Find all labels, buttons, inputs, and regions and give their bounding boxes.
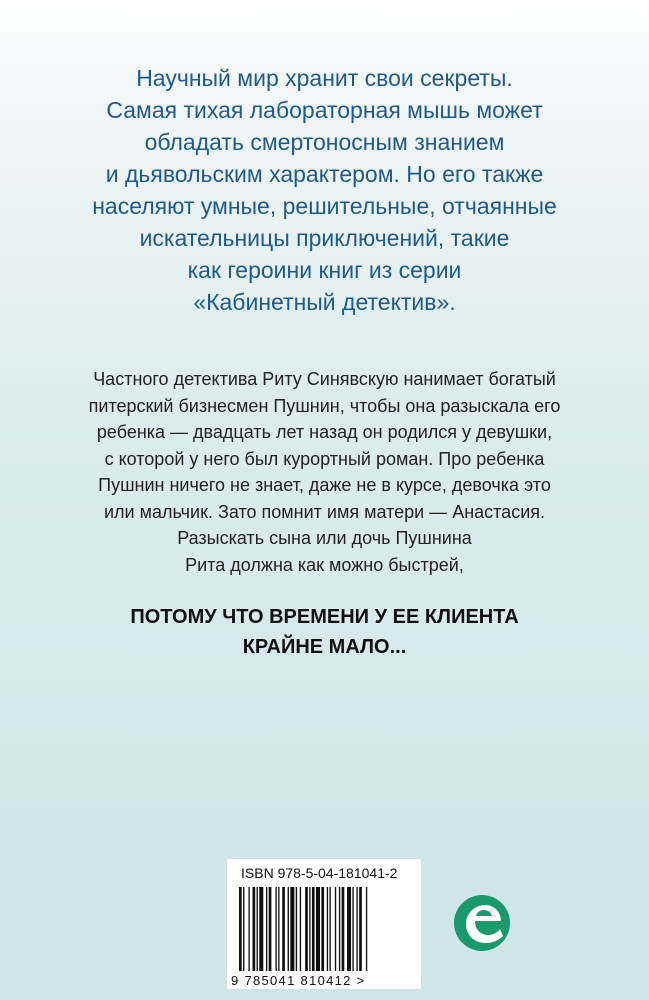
barcode-bar xyxy=(305,887,308,971)
eksmo-logo-icon xyxy=(452,893,512,953)
barcode-bar xyxy=(243,887,244,971)
barcode-bar xyxy=(253,887,256,971)
blurb-line: Научный мир хранит свои секреты. xyxy=(136,65,513,91)
barcode-bar xyxy=(356,887,357,971)
blurb-line: искательницы приключений, такие xyxy=(139,225,510,251)
barcode-bar xyxy=(275,887,276,971)
barcode-bar xyxy=(282,887,285,971)
tagline-line: КРАЙНЕ МАЛО... xyxy=(242,636,407,658)
isbn-label: ISBN 978-5-04-181041-2 xyxy=(241,865,398,881)
barcode-bar xyxy=(335,887,336,971)
barcode-bar xyxy=(300,887,301,971)
description-line: Разыскать сына или дочь Пушнина xyxy=(177,528,472,548)
barcode-digits: 9 785041 810412 > xyxy=(231,973,366,988)
blurb-line: как героини книг из серии xyxy=(187,257,462,283)
barcode-bar xyxy=(312,887,315,971)
isbn-barcode xyxy=(226,858,422,990)
barcode-bar xyxy=(269,887,272,971)
barcode-bar xyxy=(321,887,324,971)
barcode-bar xyxy=(347,887,351,971)
barcode-bar xyxy=(288,887,289,971)
blurb-line: и дьявольским характером. Но его также xyxy=(105,161,544,187)
barcode-bar xyxy=(257,887,258,971)
description-line: ребенка — двадцать лет назад он родился у девушки, xyxy=(96,422,553,442)
description-line: Частного детектива Риту Синявскую нанимает богатый xyxy=(93,369,556,389)
barcode-bar xyxy=(278,887,279,971)
barcode-bar xyxy=(259,887,263,971)
blurb-line: населяют умные, решительные, отчаянные xyxy=(92,193,557,219)
book-description xyxy=(0,366,649,578)
tagline-line: ПОТОМУ ЧТО ВРЕМЕНИ У ЕЕ КЛИЕНТА xyxy=(130,606,519,628)
barcode-bars xyxy=(237,887,415,971)
barcode-bar xyxy=(327,887,328,971)
barcode-bar xyxy=(366,887,367,971)
barcode-bar xyxy=(266,887,267,971)
description-line: с которой у него был курортный роман. Про ребенка xyxy=(104,448,545,469)
description-line: или мальчик. Зато помнит имя матери — Анастасия. xyxy=(104,501,545,522)
barcode-bar xyxy=(359,887,362,971)
barcode-bar xyxy=(329,887,330,971)
description-line: Рита должна как можно быстрей, xyxy=(185,554,464,575)
barcode-bar xyxy=(248,887,249,971)
tagline xyxy=(0,602,649,662)
barcode-bar xyxy=(342,887,345,971)
barcode-bar xyxy=(290,887,294,971)
barcode-bar xyxy=(316,887,320,971)
barcode-bar xyxy=(296,887,297,971)
blurb-line: «Кабинетный детектив». xyxy=(193,289,456,315)
barcode-bar xyxy=(239,887,242,971)
blurb-line: Самая тихая лабораторная мышь может xyxy=(106,97,543,123)
series-blurb xyxy=(0,62,649,318)
barcode-bar xyxy=(352,887,353,971)
description-line: питерский бизнесмен Пушнин, чтобы она разыскала его xyxy=(88,395,561,416)
barcode-bar xyxy=(309,887,310,971)
blurb-line: обладать смертоносным знанием xyxy=(144,129,505,155)
barcode-bar xyxy=(339,887,340,971)
description-line: Пушнин ничего не знает, даже не в курсе, девочка это xyxy=(98,475,551,495)
